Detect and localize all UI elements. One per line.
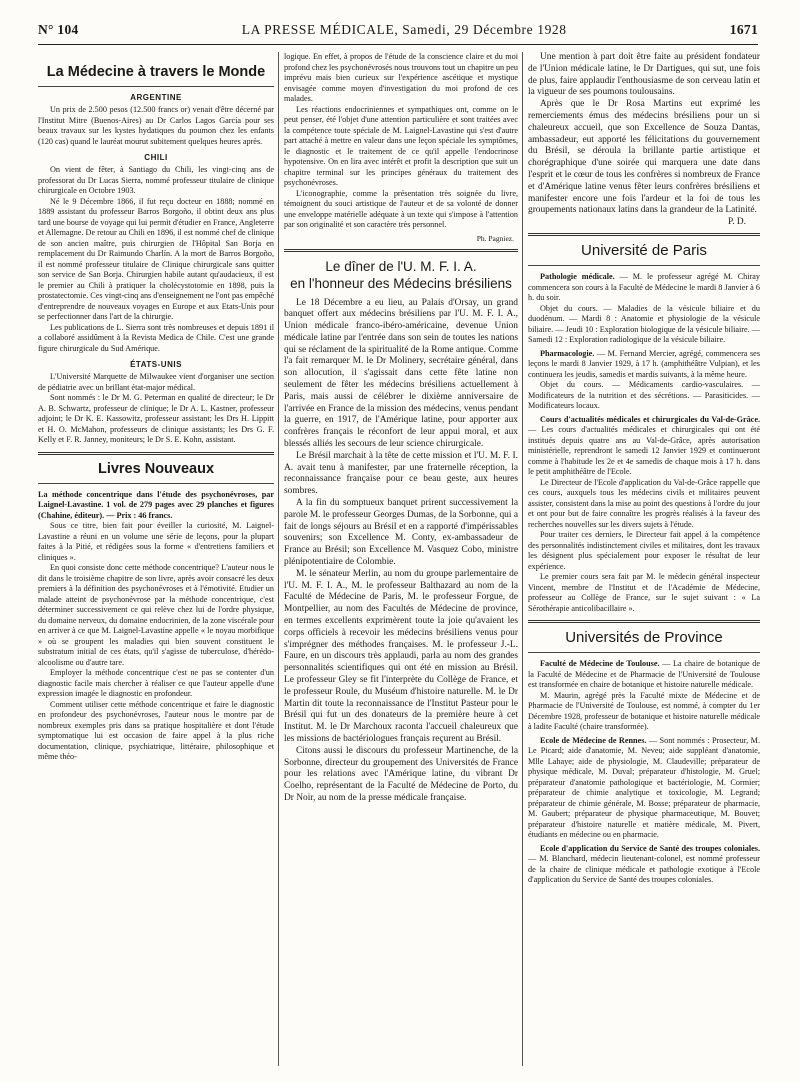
item-text: Le premier cours sera fait par M. le médecin général inspecteur Vincent, membre de l'Institut et de l'Académie de Médecine, professeur au Collège de France, sur le sujet suivant : « La Sérothérapie anticolibacillaire ».	[528, 572, 760, 613]
article-paragraph: Une mention à part doit être faite au président fondateur de l'Union médicale latine, le Dr Dartigues, qui sut, une fois de plus, faire applaudir l'enthousiasme de son cerveau latin et la vigueur de ses poumons toulousains.	[528, 52, 760, 98]
country-heading: CHILI	[144, 153, 168, 162]
item-text: Le Directeur de l'Ecole d'application du Val-de-Grâce rappelle que ces cours, auxquels tous les médecins civils et militaires peuvent assister, consistent dans la mise au point des questions à l'ordre du jour et ont pour but de faire connaître les progrès réalisés à la faveur des recherches nouvelles sur les divers sujets à l'étude.	[528, 477, 760, 529]
section-title: La Médecine à travers le Monde	[46, 64, 266, 80]
article-paragraph: Après que le Dr Rosa Martins eut exprimé les remerciements émus des médecins brésiliens pour un si chaleureux accueil, que son Excellence de Souza Dantas, ambassadeur, eut apporté les félicitations du gouvernement du Brésil, se déroula la brillante partie artistique et chorégraphique d'une soirée qui marquera une date dans l'esprit et le cœur de tous les confrères si nombreux de France et d'Amérique latine venus fêter leurs confrères brésiliens et manifester encore une fois l'ardeur et la foi de tous les groupements nationaux latins dans la grandeur de la Latinité.	[528, 99, 760, 216]
article-paragraph: Le 18 Décembre a eu lieu, au Palais d'Orsay, un grand banquet offert aux médecins brésiliens par l'U. M. F. I. A., Union médicale franco-ibéro-américaine, devenue Union médicale latine par l'entrée dans son sein de toutes les nations qui se réclament de la spiritualité de la Rome antique. Comme l'a fait remarquer M. le Dr Molinery, secrétaire général, dans son allocution, il s'agissait dans cette fête latine non seulement de fêter les médecins brésiliens actuellement à Paris, mais aussi de célébrer le dixième anniversaire de l'arrivée en France de la mission des médecins, venus pendant la guerre, en 1917, de l'Amérique latine, pour apporter aux confrères français le réconfort de leur appui moral, et aux blessés alliés les secours de leur science chirurgicale.	[284, 297, 518, 450]
article-title-line: Le dîner de l'U. M. F. I. A.	[325, 258, 477, 274]
page-number: 1671	[729, 22, 758, 37]
article-paragraph: Citons aussi le discours du professeur Martinenche, de la Sorbonne, directeur du groupement des Universités de France pour les relations avec l'Amérique latine, du vibrant Dr Coelho, représentant de la Faculté de Médecine de Porto, du Dr Noir, au nom de la presse médicale française.	[284, 745, 518, 803]
country-heading: ARGENTINE	[130, 93, 182, 102]
divider	[38, 452, 274, 455]
news-paragraph: Un prix de 2.500 pesos (12.500 francs or) venait d'être décerné par l'Institut Mitre (Buenos-Aires) au Dr Carlos Lagos García pour ses beaux travaux sur les kystes hydatiques du poumon chez les enfants (120 cas) quand le lauréat mourut subitement quelques heures après.	[38, 105, 274, 146]
item-label: Pharmacologie.	[540, 348, 595, 358]
divider	[528, 265, 760, 266]
review-paragraph: Sous ce titre, bien fait pour éveiller la curiosité, M. Laignel-Lavastine a réuni en un volume une série de leçons, pour la plupart faites à la Pitié, et rédigées sous la forme « d'entretiens familiers et cliniques ».	[38, 521, 274, 562]
item-label: Pathologie médicale.	[540, 272, 615, 282]
book-reference: La méthode concentrique dans l'étude des psychonévroses, par Laignel-Lavastine. 1 vol. de 279 pages avec 29 planches et figures (Chahine, éditeur). — Prix : 46 francs.	[38, 489, 274, 520]
country-heading: ÉTATS-UNIS	[130, 360, 182, 369]
author-signature: P. D.	[728, 217, 746, 228]
header-rule	[38, 44, 758, 45]
journal-title: LA PRESSE MÉDICALE, Samedi, 29 Décembre 1928	[241, 22, 567, 37]
review-paragraph: Les réactions endocriniennes et sympathiques ont, comme on le peut penser, été l'objet d'une attention particulière et sont traitées avec la compétence toute spéciale de M. Laignel-Lavastine qui s'est d'autre part attaché à mettre en valeur dans une leçon spéciale les symptômes, le diagnostic et le traitement de ce qu'il appelle l'endocrinose hypotensive. On en lira avec intérêt et profit la description que suit un chapitre terminal sur les principes généraux du traitement des psychonévroses.	[284, 104, 518, 187]
item-text: Objet du cours. — Médicaments cardio-vasculaires. — Modificateurs de la nutrition et des sécrétions. — Parasiticides. — Modificateurs locaux.	[528, 380, 760, 411]
review-paragraph: Comment utiliser cette méthode concentrique et faire le diagnostic en profondeur des psychonévroses, l'auteur nous le montre par de nombreux exemples pris dans sa pratique hospitalière et dont l'étude symptomatique lui est occasion de faire appel à la plus riche documentation, clinique, psychiatrique, littéraire, philosophique et même théo-	[38, 699, 274, 761]
item-text: — M. le professeur agrégé M. Chiray commencera son cours à la Faculté de Médecine le mardi 8 Janvier à 6 h. du soir.	[528, 272, 760, 303]
news-paragraph: L'Université Marquette de Milwaukee vient d'organiser une section de pédiatrie avec un brillant état-major médical.	[38, 372, 274, 392]
item-text: — M. Fernand Mercier, agrégé, commencera ses leçons le mardi 8 Janvier 1929, à 17 h. (amphithéâtre Vulpian), et les continuera les jeudis, samedis et mardis suivants, à la même heure.	[528, 348, 760, 379]
section-title: Université de Paris	[581, 242, 707, 260]
article-paragraph: M. le sénateur Merlin, au nom du groupe parlementaire de l'U. M. F. I. A., M. le professeur Balthazard au nom de la Faculté de Médecine de Paris, M. le professeur Forgue, de Montpellier, au nom des Facultés de Médecine de province, en termes excellents exprimèrent toute la joie qu'avaient les corps officiels à recevoir les médecins brésiliens venus pour s'imprégner des méthodes françaises. M. le professeur J.-L. Faure, en un discours très applaudi, parla au nom des grandes personnalités scientifiques qui ont été en mission au Brésil. Le professeur Gley se fit l'interprète du Collège de France, et le professeur Roule, du Muséum d'histoire naturelle. M. le Dr Martin dit toute la reconnaissance de l'Institut Pasteur pour le Brésil qui fut un des donateurs de la première heure à cet Institut. M. le Dr Marchoux raconta l'accueil chaleureux que les missions de bactériologues français reçurent au Brésil.	[284, 568, 518, 744]
item-text: — La chaire de botanique de la Faculté de Médecine et de Pharmacie de l'Université de Toulouse est transformée en chaire de botanique et histoire naturelle médicale.	[528, 659, 760, 690]
item-text: Objet du cours. — Maladies de la vésicule biliaire et du duodénum. — Mardi 8 : Anatomie et physiologie de la vésicule biliaire. — Jeudi 10 : Exploration biologique de la vésicule biliaire. — Samedi 12 : Exploration radiologique de la vésicule biliaire.	[528, 303, 760, 345]
column-divider	[522, 52, 523, 1066]
review-paragraph: Employer la méthode concentrique c'est ne pas se contenter d'un diagnostic facile mais chercher à réaliser ce que l'auteur appelle d'une expression imagée le diagnostic en profondeur.	[38, 668, 274, 698]
item-text: — Sont nommés : Prosecteur, M. Le Picard; aide d'anatomie, M. Neveu; aide suppléant d'anatomie, Mlle Lahaye; aide de physiologie, M. Claudeville; préparateur de physique médicale, M. Duval; préparateur d'histologie, M. Gruel; préparateur d'anatomie pathologique et bactériologie, M. Cormier; préparateur de chimie analytique et toxicologie, M. Legrand; préparateur de chimie générale, M. Bosse; préparateur de pharmacie, M. Gaubert; préparateur de physique pharmaceutique, M. Bouvet; préparateur d'histoire naturelle et matière médicale, M. Pivert, étudiants en médecine ou en pharmacie.	[528, 735, 760, 840]
column-right	[528, 52, 760, 1066]
column-middle	[284, 52, 518, 1066]
divider	[38, 483, 274, 484]
item-text: — M. Blanchard, médecin lieutenant-colonel, est nommé professeur de la chaire de clinique médicale et pathologie exotique à l'Ecole d'application du Service de Santé des troupes coloniales.	[528, 854, 760, 885]
divider	[284, 249, 518, 252]
news-paragraph: Les publications de L. Sierra sont très nombreuses et depuis 1891 il a collaboré assidûment à la Revista Medica de Chile. C'est une grande figure chirurgicale du Sud Amérique.	[38, 322, 274, 353]
item-label: Cours d'actualités médicales et chirurgicales du Val-de-Grâce.	[540, 414, 760, 424]
news-paragraph: On vient de fêter, à Santiago du Chili, les vingt-cinq ans de professorat du Dr Lucas Sierra, nommé professeur titulaire de clinique chirurgicale en Octobre 1903.	[38, 165, 274, 195]
item-label: Ecole d'application du Service de Santé des troupes coloniales.	[540, 843, 760, 853]
news-paragraph: Sont nommés : le Dr M. G. Peterman en qualité de directeur; le Dr A. B. Schwartz, professeur de clinique; le Dr A. L. Kastner, professeur adjoint; le Dr K. E. Kassowitz, professeur assistant; les Drs H. Lippitt et H. O. McMahon, professeurs de clinique assistants; les Drs G. F. Kelly et F. R. Janney, moniteurs; le Dr S. E. Kohn, assistant.	[38, 393, 274, 444]
article-title	[284, 258, 518, 292]
item-text: — Les cours d'actualités médicales et chirurgicales qui ont été institués depuis quatre ans au Val-de-Grâce, après autorisation ministérielle, reprendront le samedi 12 Janvier 1929 et continueront comme à l'habitude les 2e et 4e samedis de chaque mois à 17 h. dans le petit amphithéâtre de l'Ecole.	[528, 425, 760, 477]
section-title: Livres Nouveaux	[97, 460, 215, 477]
divider	[528, 620, 760, 623]
item-text: Pour traiter ces derniers, le Directeur fait appel à la compétence des personnalités indistinctement civiles et militaires, dont les travaux les désignent plus spécialement pour exposer le résultat de leur expérience.	[528, 530, 760, 571]
review-paragraph: L'iconographie, comme la présentation très soignée du livre, témoignent du souci artistique de l'auteur et de sa volonté de donner une enveloppe matérielle adéquate à un texte qui s'impose à l'attention par son originalité et son caractère très personnel.	[284, 188, 518, 229]
section-title: Universités de Province	[565, 629, 723, 647]
news-paragraph: Né le 9 Décembre 1866, il fut reçu docteur en 1888; nommé en 1889 assistant du professeur Barros Borgoño, il obtint deux ans plus tard une bourse de voyage qui lui permit d'étudier en France, Angleterre et Allemagne. De retour au Chili en 1896, il est nommé chef de clinique de son ancien maître, puis chirurgien de l'Hôpital San Borja en remplacement du Dr Raimundo Charlín. A la mort de Barros Borgoño, il est nommé professeur titulaire de Clinique chirurgicale sans quitter son service de San Borja. Chirurgien habile autant qu'audacieux, il est le premier au Chili à pratiquer la cholécystotomie en 1898, puis la prostatectomie. Ces vingt-cinq ans d'enseignement ne l'ont pas empêché d'entreprendre de nouveaux voyages en Europe et aux Etats-Unis pour se perfectionner dans l'art de la chirurgie.	[38, 196, 274, 321]
column-left	[38, 52, 274, 1066]
review-paragraph: En quoi consiste donc cette méthode concentrique? L'auteur nous le dit dans le troisième chapitre de son livre, après avoir consacré les deux premiers à la définition des psychonévroses et à l'émotivité. Etudier un malade atteint de psychonévrose par la méthode concentrique, c'est déterminer successivement ce qui relève chez lui de l'ordre physique, du domaine nerveux, du domaine endocrinien, de la zone viscérale pour en arriver à ce que M. Laignel-Lavastine appelle « le noyau morbifique » où se groupent les maladies qui bien souvent constituent le substratum initial de ces états, qu'il s'agisse de tuberculose, d'hérédo-alcoolisme ou d'autre tare.	[38, 563, 274, 667]
article-title-line: en l'honneur des Médecins brésiliens	[290, 275, 512, 291]
item-label: Ecole de Médecine de Rennes.	[540, 735, 647, 745]
divider	[38, 86, 274, 87]
column-divider	[278, 52, 279, 1066]
issue-number: N° 104	[38, 22, 79, 37]
item-text: M. Maurin, agrégé près la Faculté mixte de Médecine et de Pharmacie de l'Université de Toulouse, est nommé, à compter du 1er Décembre 1928, professeur de botanique et histoire naturelle médicale à ladite Faculté (chaire transformée).	[528, 690, 760, 732]
page-header	[38, 22, 758, 44]
review-paragraph: logique. En effet, à propos de l'étude de la conscience claire et du moi profond chez les psychonévrosés nous trouvons tout un chapitre un peu imprévu mais bien curieux sur l'expérience ascétique et mystique envisagée comme moyen d'investigation du moi profond de ces malades.	[284, 52, 518, 103]
author-signature: Ph. Pagniez.	[476, 233, 514, 243]
article-paragraph: Le Brésil marchait à la tête de cette mission et l'U. M. F. I. A. avait tenu à manifester, par une fraternelle réception, la reconnaissance française pour ce beau geste, aux heures sombres.	[284, 450, 518, 497]
article-paragraph: A la fin du somptueux banquet prirent successivement la parole M. le professeur Georges Dumas, de la Sorbonne, qui a fait de longs séjours au Brésil et en a rapporté d'impérissables souvenirs; son Excellence M. Conty, ex-ambassadeur de France au Brésil; son Excellence M. Vasquez Cobo, ministre plénipotentiaire de Colombie.	[284, 498, 518, 568]
item-label: Faculté de Médecine de Toulouse.	[540, 659, 660, 669]
divider	[528, 233, 760, 236]
divider	[528, 652, 760, 653]
